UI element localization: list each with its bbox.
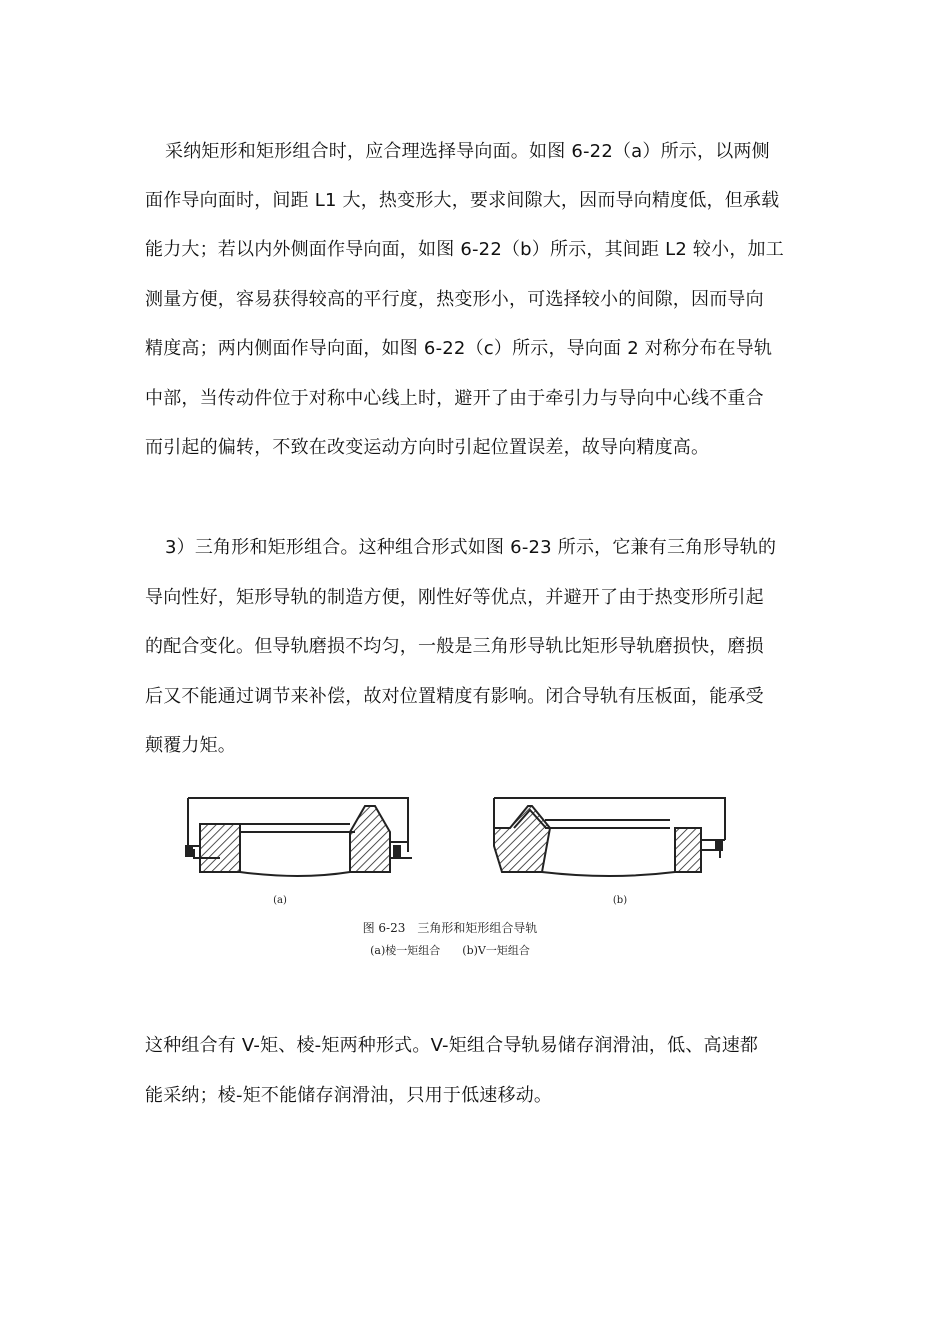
paragraph-line: 的配合变化。但导轨磨损不均匀，一般是三角形导轨比矩形导轨磨损快，磨损 bbox=[145, 636, 764, 657]
paragraph-line: 能力大；若以内外侧面作导向面，如图 6-22（b）所示，其间距 L2 较小，加工 bbox=[145, 239, 784, 260]
paragraph-line: 导向性好，矩形导轨的制造方便，刚性好等优点，并避开了由于热变形所引起 bbox=[145, 587, 764, 608]
paragraph-line: 颠覆力矩。 bbox=[145, 735, 236, 756]
label-a: (a) bbox=[273, 895, 287, 906]
paragraph-line: 后又不能通过调节来补偿，故对位置精度有影响。闭合导轨有压板面，能承受 bbox=[145, 686, 764, 707]
paragraph-line: 精度高；两内侧面作导向面，如图 6-22（c）所示，导向面 2 对称分布在导轨 bbox=[145, 338, 773, 359]
guideway-diagram bbox=[150, 780, 790, 980]
diagram-b bbox=[494, 798, 725, 876]
paragraph-line: 面作导向面时，间距 L1 大，热变形大，要求间隙大，因而导向精度低，但承载 bbox=[145, 190, 780, 211]
diagram-a bbox=[186, 798, 412, 876]
paragraph-line: 采纳矩形和矩形组合时，应合理选择导向面。如图 6-22（a）所示，以两侧 bbox=[165, 141, 770, 162]
figure-subcaption: (a)棱一矩组合 (b)V一矩组合 bbox=[370, 944, 530, 957]
label-b: (b) bbox=[612, 895, 628, 906]
figure-caption: 图 6-23 三角形和矩形组合导轨 bbox=[362, 921, 538, 935]
paragraph-line: 3）三角形和矩形组合。这种组合形式如图 6-23 所示，它兼有三角形导轨的 bbox=[165, 537, 777, 558]
paragraph-line: 测量方便，容易获得较高的平行度，热变形小，可选择较小的间隙，因而导向 bbox=[145, 289, 764, 310]
paragraph-line: 能采纳；棱-矩不能储存润滑油，只用于低速移动。 bbox=[145, 1085, 553, 1106]
paragraph-line: 而引起的偏转，不致在改变运动方向时引起位置误差，故导向精度高。 bbox=[145, 437, 710, 458]
paragraph-line: 这种组合有 V-矩、棱-矩两种形式。V-矩组合导轨易储存润滑油，低、高速都 bbox=[145, 1035, 759, 1056]
figure-6-23 bbox=[150, 780, 790, 980]
paragraph-line: 中部，当传动件位于对称中心线上时，避开了由于牵引力与导向中心线不重合 bbox=[145, 388, 764, 409]
